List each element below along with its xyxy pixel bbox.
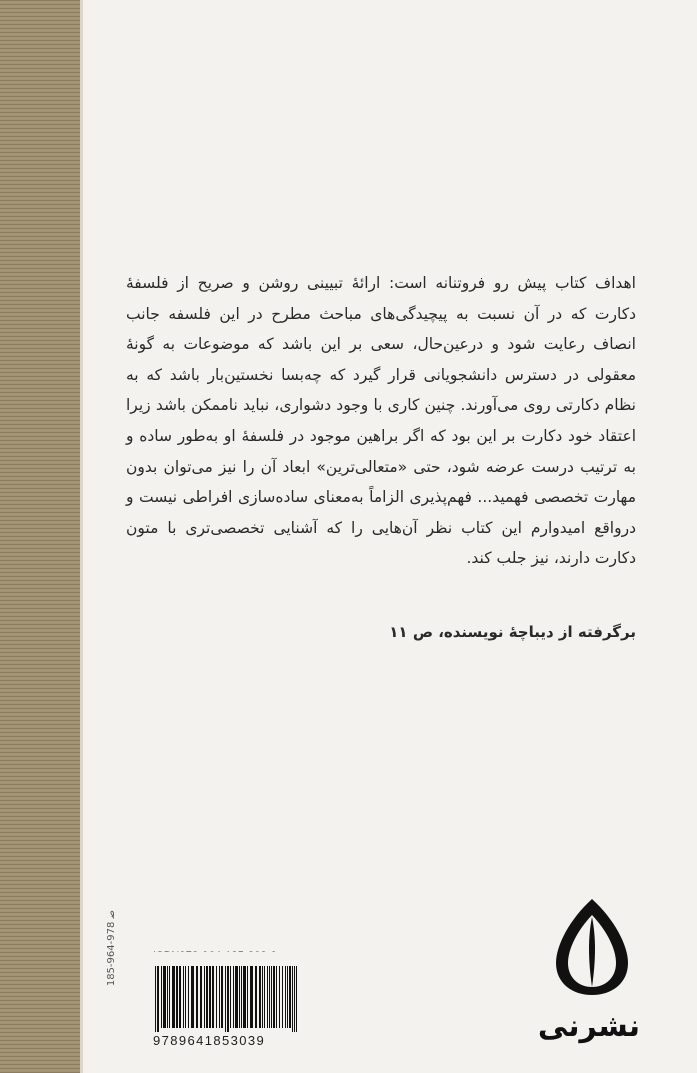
barcode-bar — [296, 966, 297, 1032]
description-paragraph: اهداف کتاب پیش رو فروتنانه است: ارائهٔ تبیینی روشن و صریح از فلسفهٔ دکارت که در آن نسبت به پیچیدگی‌های مباحث مطرح در این فلسفه جانب انصاف رعایت شود و درعین‌حال، سعی بر این باشد که موضوعات به گونهٔ معقولی در دسترس دانشجویانی قرار گیرد که چه‌بسا نخستین‌بار باشد که به نظام دکارتی روی می‌آورند. چنین کاری با وجود دشواری، نباید ناممکن باشد زیرا اعتقاد خود دکارت بر این بود که اگر براهین موجود در فلسفهٔ او به‌طور ساده و به ترتیب درست عرضه شود، حتی «متعالی‌ترین» ابعاد آن را نیز می‌توان بدون مهارت تخصصی فهمید... فهم‌پذیری الزاماً به‌معنای ساده‌سازی افراطی نیست و درواقع امیدوارم این کتاب نظر آن‌هایی را که آشنایی تخصصی‌تری با متون دکارت دارند، نیز جلب کند. — [126, 274, 636, 568]
barcode-bar — [235, 966, 238, 1028]
barcode-bar — [204, 966, 205, 1028]
barcode-bar — [191, 966, 194, 1028]
barcode-bar — [282, 966, 283, 1028]
barcode-bar — [196, 966, 198, 1028]
barcode-bar — [287, 966, 288, 1028]
barcode-bar — [292, 966, 293, 1032]
barcode-bar — [200, 966, 202, 1028]
barcode-bar — [247, 966, 248, 1028]
back-cover-description — [126, 268, 636, 574]
barcode-bar — [279, 966, 280, 1028]
book-spine-strip — [0, 0, 80, 1073]
barcode-bar — [250, 966, 253, 1028]
barcode-bar — [269, 966, 270, 1028]
barcode-bar — [155, 966, 156, 1032]
barcode-bar — [219, 966, 220, 1028]
barcode-bar — [157, 966, 159, 1032]
barcode-bar — [185, 966, 186, 1028]
barcode-bar — [179, 966, 181, 1028]
barcode-bar — [239, 966, 240, 1028]
barcode-bar — [264, 966, 265, 1028]
barcode-bar — [167, 966, 168, 1028]
barcode-bar — [216, 966, 217, 1028]
barcode-bar — [163, 966, 166, 1028]
barcode-bar — [206, 966, 208, 1028]
paper-edge — [80, 0, 83, 1073]
barcode-bar — [267, 966, 268, 1028]
barcode-bar — [161, 966, 162, 1028]
barcode-bar — [285, 966, 286, 1028]
barcode-bar — [273, 966, 275, 1028]
barcode-bar — [176, 966, 178, 1028]
barcode-bar — [227, 966, 229, 1032]
source-citation: برگرفته از دیباچهٔ نویسنده، ص ۱۱ — [389, 623, 636, 641]
barcode-bar — [212, 966, 214, 1028]
barcode-bar — [255, 966, 257, 1028]
barcode-digits: 9789641853039 — [153, 1033, 266, 1048]
barcode-bar — [294, 966, 295, 1032]
barcode-bar — [289, 966, 291, 1028]
barcode-bar — [209, 966, 211, 1028]
vertical-print-note: ص‍ 978-964-185 — [106, 910, 117, 987]
barcode-bar — [230, 966, 231, 1028]
barcode-bar — [221, 966, 223, 1028]
barcode-bar — [271, 966, 272, 1028]
barcode-bar — [259, 966, 261, 1028]
barcode-bar — [188, 966, 189, 1028]
barcode-bar — [172, 966, 175, 1028]
nashr-ney-logo-icon — [552, 897, 632, 997]
barcode-bar — [241, 966, 242, 1028]
publisher-name: نشرنی — [537, 1009, 640, 1044]
barcode-bar — [233, 966, 234, 1028]
barcode-bar — [183, 966, 184, 1028]
barcode-bar — [262, 966, 263, 1028]
barcode-bar — [243, 966, 246, 1028]
barcode-bar — [169, 966, 170, 1028]
barcode-bar — [276, 966, 277, 1028]
barcode-bar — [225, 966, 226, 1032]
